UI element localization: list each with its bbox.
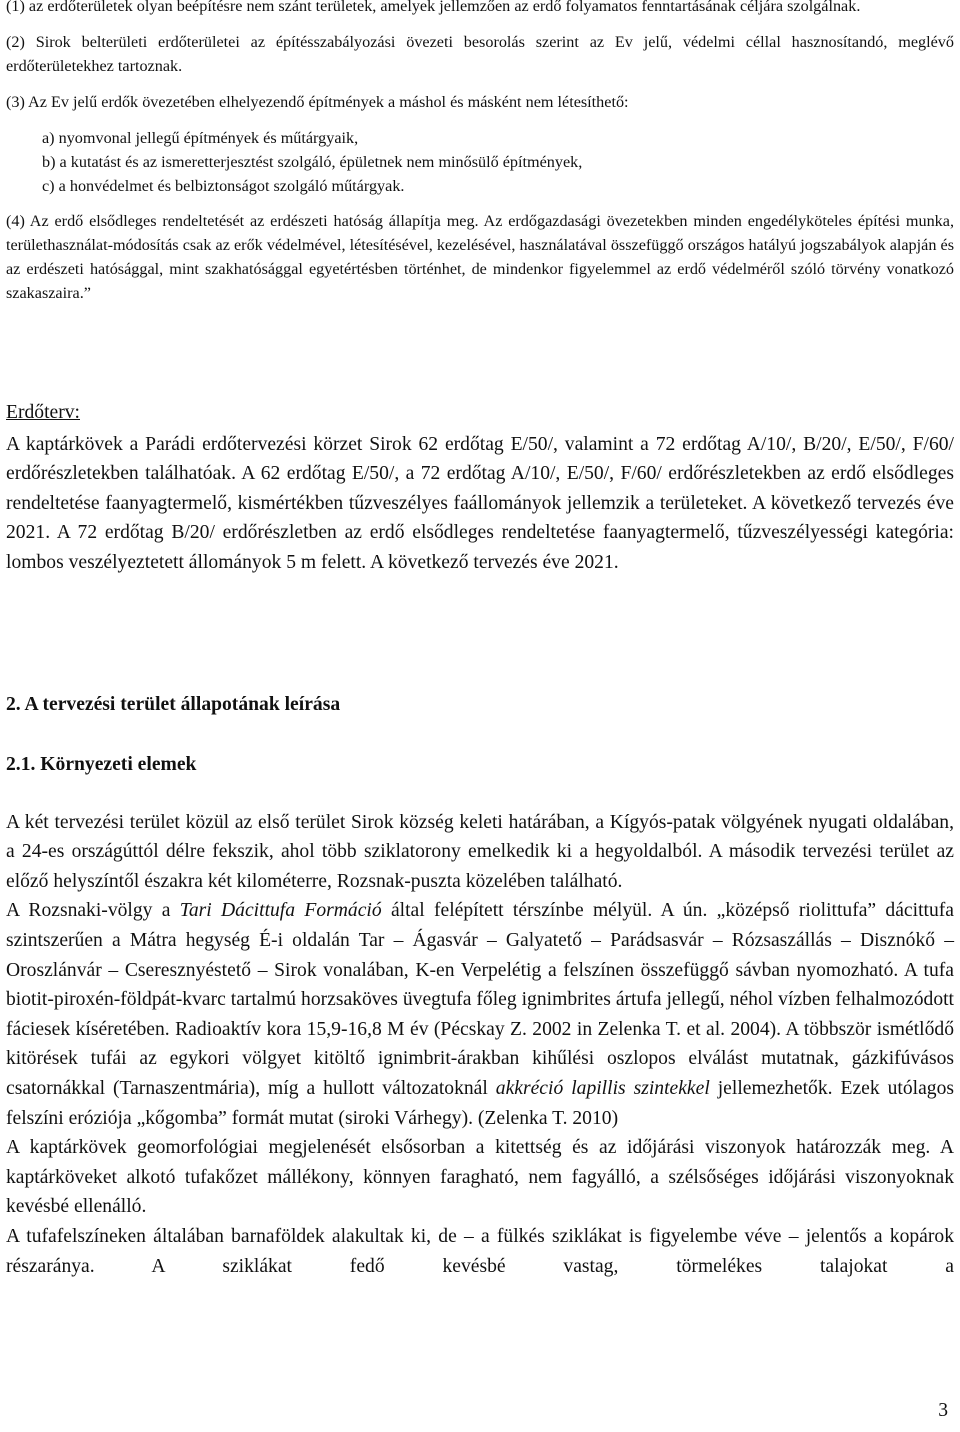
erdoterv-section <box>6 398 954 578</box>
regulation-paragraph-2: (2) Sirok belterületi erdőterületei az építésszabályozási övezeti besorolás szerint az Ev jelű, védelmi céllal hasznosítandó, meglévő erdőterületekhez tartoznak. <box>6 33 954 75</box>
paragraph-text: jellemezhetők. Ezek utólagos felszíni eróziója „kőgomba” formát mutat (siroki Várhegy). (Zelenka T. 2010) <box>6 1077 955 1129</box>
paragraph-text: által felépített térszínbe mélyül. A ún. „középső riolittufa” dácittufa szintszerűen a Mátra hegység É-i oldalán Tar – Ágasvár – Galyatető – Parádsasvár – Rózsaszállás – Disznókő – Oroszlánvár – Cseresznyéstető – Sirok vonalában, K-en Verpelétig a felszínen összefüggő sávban nyomozható. A tufa biotit-piroxén-földpát-kvarc tartalmú horzsaköves üvegtufa főleg ignimbrites ártufa jellegű, néhol vízben felhalmozódott fáciesek kíséretében. Radioaktív kora 15,9-16,8 M év (Pécskay Z. 2002 in Zelenka T. et al. 2004). A többször ismétlődő kitörések tufái az egykori völgyet kitöltő ignimbrit-árakban kihűlési oszlopos elválást mutatnak, gázkifúvásos csatornákkal (Tarnaszentmária), míg a hullott változatoknál <box>6 900 954 1099</box>
list-item: c) a honvédelmet és belbiztonságot szolgáló műtárgyak. <box>42 177 405 195</box>
section-2-1 <box>6 750 954 1281</box>
regulation-list <box>6 126 954 198</box>
regulation-paragraph-1: (1) az erdőterületek olyan beépítésre nem szánt területek, amelyek jellemzően az erdő folyamatos fenntartásának céljára szolgálnak. <box>6 0 861 15</box>
regulation-paragraph-4: (4) Az erdő elsődleges rendeltetését az erdészeti hatóság állapítja meg. Az erdőgazdasági övezetekben minden engedélyköteles építési munka, területhasználat-módosítás csak az erők védelmével, létesítésével, kezelésével, használatával összefüggő országos hatályú jogszabályok alapján és az erdészeti hatósággal, mint szakhatósággal egyetértésben történhet, de mindenkor figyelemmel az erdő védelméről szóló törvény vonatkozó szakaszaira.” <box>6 212 954 302</box>
regulation-paragraph-3: (3) Az Ev jelű erdők övezetében elhelyezendő építmények a máshol és másként nem létesíthető: <box>6 93 629 111</box>
list-item: a) nyomvonal jellegű építmények és műtárgyaik, <box>42 129 359 147</box>
formation-name: Tari Dácittufa Formáció <box>179 900 382 922</box>
section-2-1-heading: 2.1. Környezeti elemek <box>6 754 197 775</box>
section-2-1-paragraph-3: A kaptárkövek geomorfológiai megjelenését elsősorban a kitettség és az időjárási viszonyok határozzák meg. A kaptárköveket alkotó tufakőzet mállékony, könnyen faragható, nem fagyálló, a szélsőséges időjárási viszonyoknak kevésbé ellenálló. <box>6 1137 954 1218</box>
list-item: b) a kutatást és az ismeretterjesztést szolgáló, épületnek nem minősülő építmények, <box>42 153 583 171</box>
section-2-1-paragraph-1: A két tervezési terület közül az első terület Sirok község keleti határában, a Kígyós-patak völgyének nyugati oldalában, a 24-es országúttól délre fekszik, ahol több sziklatorony emelkedik ki a hegyoldalból. A második tervezési terület az előző helyszíntől északra két kilométerre, Rozsnak-puszta közelében található. <box>6 811 954 892</box>
section-2 <box>6 690 954 720</box>
accretion-term: akkréció lapillis szintekkel <box>495 1077 710 1099</box>
regulation-block <box>6 0 954 305</box>
section-2-heading: 2. A tervezési terület állapotának leírása <box>6 694 341 715</box>
erdoterv-heading: Erdőterv: <box>6 402 80 423</box>
erdoterv-text: A kaptárkövek a Parádi erdőtervezési körzet Sirok 62 erdőtag E/50/, valamint a 72 erdőtag A/10/, B/20/, E/50/, F/60/ erdőrészletekben találhatóak. A 62 erdőtag E/50/, a 72 erdőtag A/10/, E/50/, F/60/ erdőrészletekben az erdő elsődleges rendeltetése faanyagtermelő, kismértékben tűzveszélyes faállományok jellemzik a területeket. A következő tervezés éve 2021. A 72 erdőtag B/20/ erdőrészletben az erdő elsődleges rendeltetése faanyagtermelő, tűzveszélyességi kategória: lombos veszélyeztetett állományok 5 m felett. A következő tervezés éve 2021. <box>6 433 954 573</box>
page-number: 3 <box>938 1400 948 1421</box>
paragraph-text: A Rozsnaki-völgy a <box>6 900 180 922</box>
section-2-1-paragraph-4: A tufafelszíneken általában barnaföldek alakultak ki, de – a fülkés sziklákat is figyelembe véve – jelentős a kopárok részaránya. A sziklákat fedő kevésbé vastag, törmelékes talajokat a <box>6 1225 954 1277</box>
section-2-1-paragraph-2 <box>6 896 954 1133</box>
